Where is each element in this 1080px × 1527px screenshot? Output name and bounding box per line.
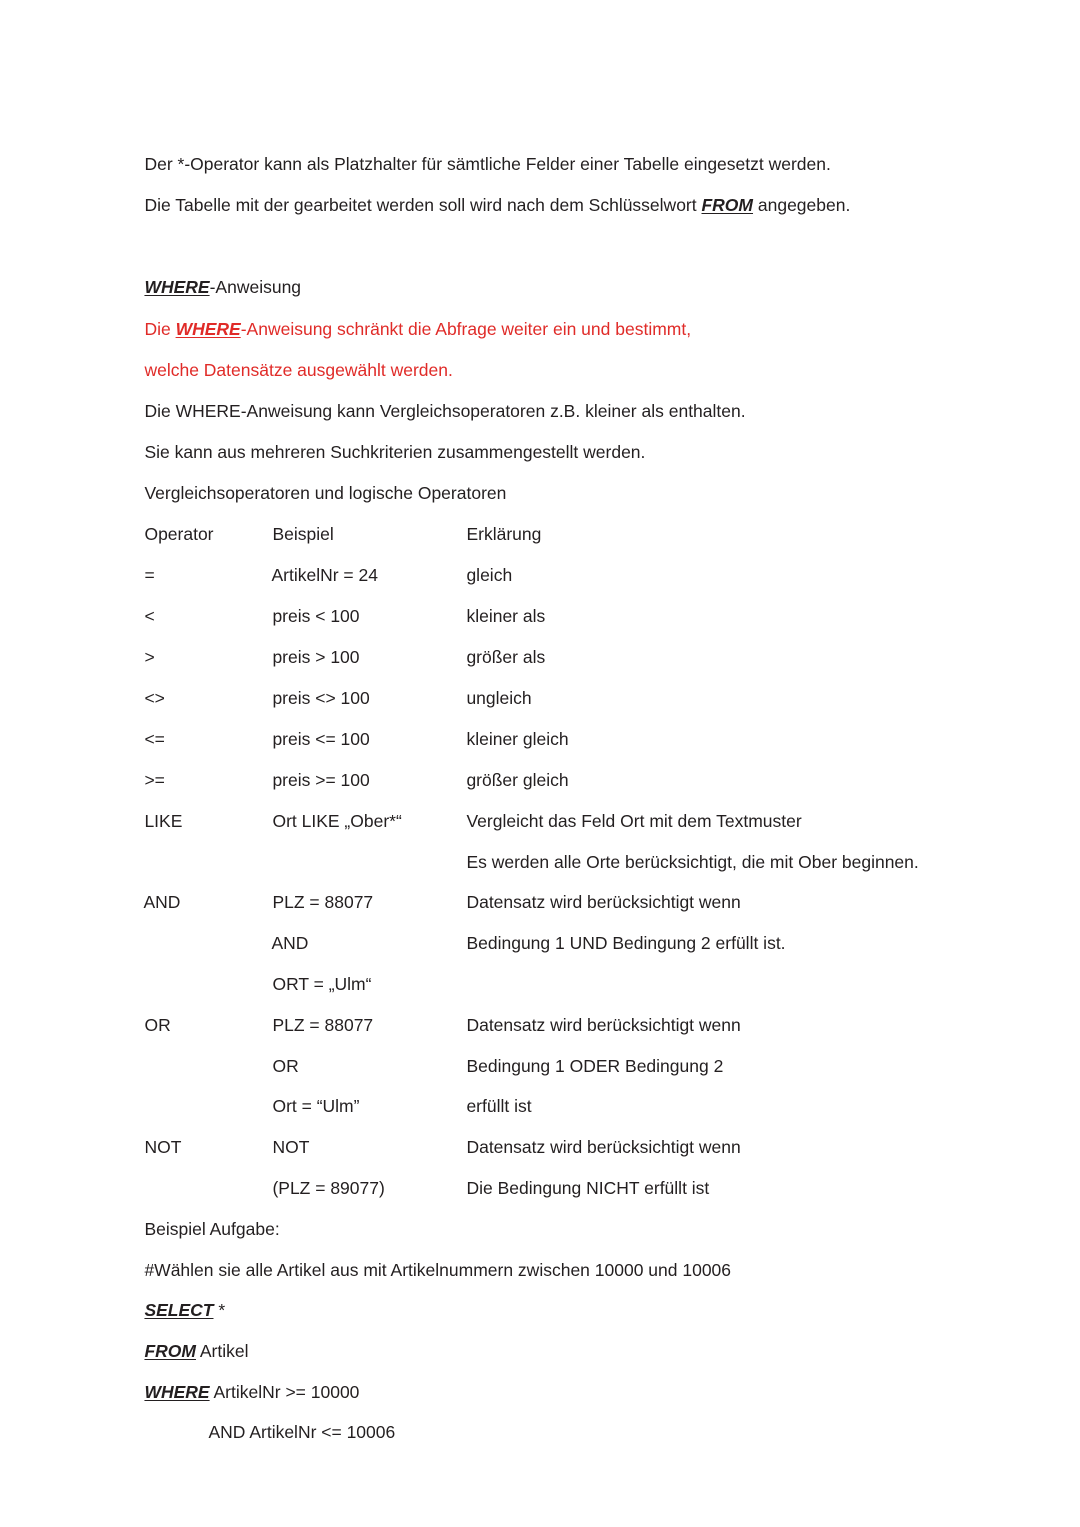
row-erklaerung: Bedingung 1 UND Bedingung 2 erfüllt ist.: [466, 933, 786, 953]
table-row: [253, 788, 402, 854]
example-comment-text: #Wählen sie alle Artikel aus mit Artikelnummern zwischen 10000 und 10006: [144, 1260, 732, 1280]
table-row: [125, 788, 182, 854]
intro-line-from-keyword: [125, 172, 850, 238]
intro-from-suffix: angegeben.: [753, 195, 851, 215]
intro-line-star-operator-text: Der *-Operator kann als Platzhalter für sämtliche Felder einer Tabelle eingesetzt werden.: [144, 154, 831, 174]
row-operator: NOT: [144, 1137, 182, 1157]
row-beispiel: preis <> 100: [272, 688, 370, 708]
row-erklaerung: kleiner als: [466, 606, 546, 626]
row-erklaerung: Vergleicht das Feld Ort mit dem Textmuster: [466, 811, 802, 831]
select-rest: *: [213, 1300, 226, 1320]
row-erklaerung: größer als: [466, 647, 546, 667]
example-and-line: [190, 1399, 395, 1465]
row-beispiel: preis < 100: [272, 606, 360, 626]
red-line1-prefix: Die: [144, 319, 176, 339]
like-extra-explanation-text: Es werden alle Orte berücksichtigt, die mit Ober beginnen.: [466, 852, 919, 872]
row-operator: OR: [144, 1015, 171, 1035]
row-operator: LIKE: [144, 811, 183, 831]
row-erklaerung: Die Bedingung NICHT erfüllt ist: [466, 1178, 710, 1198]
from-rest: Artikel: [195, 1341, 249, 1361]
row-erklaerung: kleiner gleich: [466, 729, 569, 749]
row-operator: <>: [144, 688, 165, 708]
row-erklaerung: gleich: [466, 565, 513, 585]
row-erklaerung: Datensatz wird berücksichtigt wenn: [466, 1015, 741, 1035]
row-beispiel: preis >= 100: [272, 770, 370, 790]
row-operator: =: [144, 565, 155, 585]
red-where-keyword: WHERE: [175, 319, 241, 339]
table-header-erklaerung-text: Erklärung: [466, 524, 542, 544]
row-beispiel: OR: [272, 1056, 299, 1076]
where-multiple-criteria-text: Sie kann aus mehreren Suchkriterien zusammengestellt werden.: [144, 442, 646, 462]
row-erklaerung: erfüllt ist: [466, 1096, 532, 1116]
table-row-or-operator: [125, 992, 171, 1058]
row-beispiel: ArtikelNr = 24: [271, 565, 378, 585]
row-erklaerung: Datensatz wird berücksichtigt wenn: [466, 1137, 741, 1157]
where-comparison-operators-text: Die WHERE-Anweisung kann Vergleichsoperatoren z.B. kleiner als enthalten.: [144, 401, 746, 421]
row-erklaerung: ungleich: [466, 688, 532, 708]
row-beispiel: preis > 100: [272, 647, 360, 667]
table-row-not-erklaerung-2: [447, 1155, 709, 1221]
where-rest: ArtikelNr >= 10000: [209, 1382, 360, 1402]
red-line2-text: welche Datensätze ausgewählt werden.: [144, 360, 453, 380]
row-operator: >=: [144, 770, 165, 790]
table-header-operator-text: Operator: [144, 524, 214, 544]
example-title-text: Beispiel Aufgabe:: [144, 1219, 280, 1239]
table-row-and-erklaerung-2: [447, 910, 786, 976]
row-beispiel: preis <= 100: [272, 729, 370, 749]
from-keyword: FROM: [701, 195, 754, 215]
row-operator: >: [144, 647, 155, 667]
row-erklaerung: Bedingung 1 ODER Bedingung 2: [466, 1056, 724, 1076]
table-header-beispiel-text: Beispiel: [272, 524, 334, 544]
row-beispiel: ORT = „Ulm“: [272, 974, 372, 994]
row-beispiel: Ort LIKE „Ober*“: [272, 811, 402, 831]
example-and-text: AND ArtikelNr <= 10006: [208, 1422, 396, 1442]
row-erklaerung: Datensatz wird berücksichtigt wenn: [466, 892, 741, 912]
select-keyword: SELECT: [144, 1300, 214, 1320]
operator-table-caption-text: Vergleichsoperatoren und logische Operatoren: [144, 483, 507, 503]
where-heading-rest: -Anweisung: [209, 277, 302, 297]
table-row-and-operator: [125, 869, 180, 935]
row-beispiel: AND: [271, 933, 309, 953]
red-line1-suffix: -Anweisung schränkt die Abfrage weiter ein und bestimmt,: [240, 319, 692, 339]
from-keyword: FROM: [144, 1341, 196, 1361]
row-operator: <=: [144, 729, 165, 749]
row-beispiel: PLZ = 88077: [272, 1015, 374, 1035]
row-beispiel: (PLZ = 89077): [272, 1178, 385, 1198]
row-operator: <: [144, 606, 155, 626]
row-beispiel: PLZ = 88077: [272, 892, 374, 912]
row-erklaerung: größer gleich: [466, 770, 569, 790]
intro-from-prefix: Die Tabelle mit der gearbeitet werden soll wird nach dem Schlüsselwort: [144, 195, 702, 215]
where-heading-keyword: WHERE: [144, 277, 210, 297]
table-row-not-operator: [125, 1114, 181, 1180]
row-beispiel: NOT: [272, 1137, 310, 1157]
row-operator: AND: [143, 892, 181, 912]
where-keyword: WHERE: [144, 1382, 210, 1402]
row-beispiel: Ort = “Ulm”: [272, 1096, 360, 1116]
